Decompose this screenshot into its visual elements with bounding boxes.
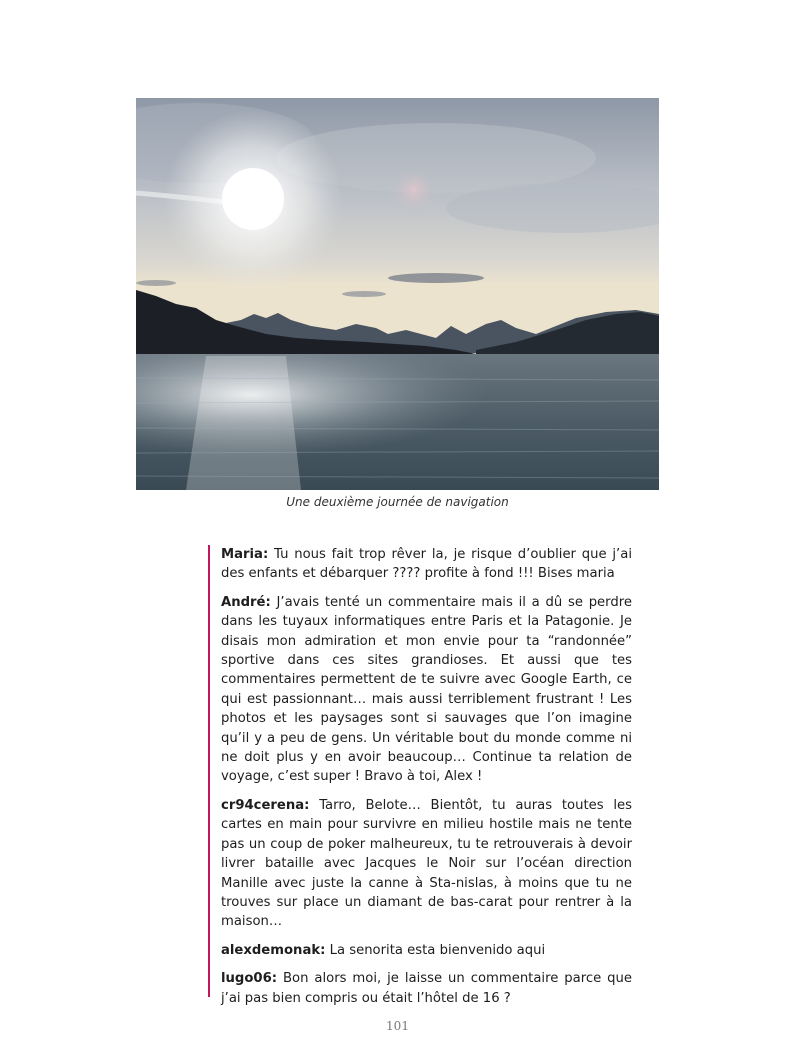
- comment-author: cr94cerena:: [221, 797, 310, 813]
- comment-author: lugo06:: [221, 971, 278, 987]
- comment-author: André:: [221, 594, 271, 610]
- comment-text: Tarro, Belote… Bientôt, tu auras toutes les cartes en main pour survivre en milieu hostile mais ne tente pas un coup de poker malheureux, tu te retrouverais à devoir livrer bataille avec Jacques le Noir sur l’océan direction Manille avec juste la canne à Sta-nislas, à moins que tu ne trouves sur place un diamant de bas-carat pour rentrer à la maison…: [221, 797, 632, 930]
- comment-text: J’avais tenté un commentaire mais il a dû se perdre dans les tuyaux informatiques entre Paris et la Patagonie. Je disais mon admiration et mon envie pour ta “randonnée” sportive dans ces sites grandioses. Et aussi que tes commentaires permettent de te suivre avec Google Earth, ce qui est passionnant… mais aussi terriblement frustrant ! Les photos et les paysages sont si sauvages que l’on imagine qu’il y a peu de gens. Un véritable bout du monde comme ni ne doit plus y en avoir beaucoup… Continue ta relation de voyage, c’est super ! Bravo à toi, Alex !: [221, 594, 632, 785]
- comment-author: Maria:: [221, 547, 269, 562]
- comment-text: Bon alors moi, je laisse un commentaire parce que j’ai pas bien compris ou était l’hôtel de 16 ?: [221, 971, 632, 1006]
- comment: [221, 796, 632, 932]
- comment: [221, 941, 632, 960]
- comment-text: Tu nous fait trop rêver la, je risque d’oublier que j’ai des enfants et débarquer ???? profite à fond !!! Bises maria: [221, 547, 632, 582]
- comment-author: alexdemonak:: [221, 942, 326, 958]
- comment: [221, 545, 632, 584]
- lake-photo: [136, 98, 659, 490]
- comment-text: La senorita esta bienvenido aqui: [329, 942, 546, 958]
- page-number: 101: [386, 1019, 409, 1033]
- comment: [221, 593, 632, 787]
- comment: [221, 969, 632, 1008]
- photo-caption: Une deuxième journée de navigation: [286, 495, 509, 509]
- comments-block: [208, 545, 632, 1006]
